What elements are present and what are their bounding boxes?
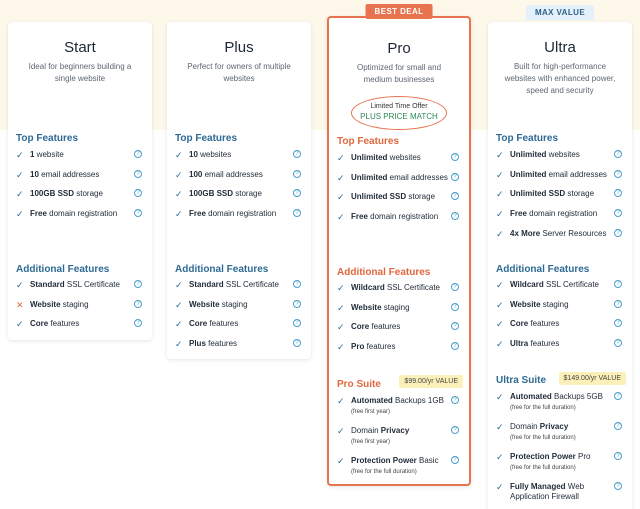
- suite-subtext: (free for the full duration): [510, 405, 576, 411]
- suite-text: Basic: [416, 456, 439, 465]
- feature-item: [175, 319, 303, 339]
- help-circle-icon[interactable]: ?: [451, 192, 459, 200]
- feature-bold-text: Standard: [189, 280, 224, 289]
- suite-item: [496, 392, 624, 413]
- help-circle-icon[interactable]: ?: [451, 342, 459, 350]
- feature-item: [496, 170, 624, 190]
- feature-bold-text: Unlimited SSD: [510, 189, 566, 199]
- check-icon: ✓: [337, 192, 345, 203]
- help-circle-icon[interactable]: ?: [614, 482, 622, 490]
- feature-text: features: [369, 322, 401, 332]
- check-icon: ✓: [337, 283, 345, 293]
- feature-item: [175, 150, 303, 170]
- check-icon: ✓: [16, 189, 24, 200]
- check-icon: ✓: [175, 339, 183, 350]
- cross-icon: ✕: [16, 299, 24, 310]
- suite-subtext: (free for the full duration): [351, 469, 417, 475]
- suite-text: Web Application Firewall: [510, 482, 585, 501]
- feature-bold-text: Unlimited: [351, 153, 388, 162]
- feature-bold-text: Website: [351, 302, 382, 312]
- feature-item: [337, 342, 461, 362]
- additional-features-title: Additional Features: [337, 267, 431, 278]
- suite-item: [337, 396, 461, 417]
- feature-text: websites: [387, 153, 421, 162]
- check-icon: ✓: [16, 280, 24, 290]
- check-icon: ✓: [337, 172, 345, 183]
- feature-bold-text: Standard: [30, 280, 65, 289]
- feature-item: [496, 339, 624, 359]
- feature-bold-text: Plus: [189, 339, 206, 349]
- feature-text: email addresses: [38, 169, 100, 179]
- feature-bold-text: Free: [189, 209, 206, 219]
- suite-value-badge: $149.00/yr VALUE: [559, 372, 626, 385]
- help-circle-icon[interactable]: ?: [293, 209, 301, 217]
- feature-text: domain registration: [526, 209, 598, 219]
- max-value-ribbon: MAX VALUE: [526, 5, 594, 20]
- help-circle-icon[interactable]: ?: [451, 153, 459, 161]
- feature-text: features: [205, 339, 238, 349]
- check-icon: ✓: [496, 452, 504, 462]
- feature-text: storage: [74, 189, 103, 199]
- feature-text: domain registration: [367, 212, 439, 222]
- help-circle-icon[interactable]: ?: [134, 170, 142, 178]
- feature-text: SSL Certificate: [223, 280, 279, 289]
- feature-bold-text: Unlimited: [351, 172, 388, 182]
- feature-item: [16, 319, 144, 339]
- offer-line-2: PLUS PRICE MATCH: [360, 112, 438, 121]
- feature-item: [496, 280, 624, 300]
- feature-bold-text: Core: [351, 322, 370, 332]
- feature-text: SSL Certificate: [384, 283, 440, 292]
- plan-description: Ideal for beginners building a single website: [28, 62, 132, 83]
- help-circle-icon[interactable]: ?: [293, 339, 301, 347]
- check-icon: ✓: [496, 422, 504, 432]
- check-icon: ✓: [496, 189, 504, 200]
- feature-item: [337, 283, 461, 303]
- feature-text: staging: [540, 299, 569, 309]
- check-icon: ✓: [175, 209, 183, 220]
- check-icon: ✓: [496, 169, 504, 180]
- feature-text: storage: [565, 189, 595, 199]
- suite-bold-text: Privacy: [380, 426, 410, 435]
- check-icon: ✓: [337, 342, 345, 353]
- check-icon: ✓: [16, 209, 24, 220]
- suite-bold-text: Automated: [510, 392, 552, 401]
- feature-text: features: [364, 342, 396, 352]
- check-icon: ✓: [175, 189, 183, 200]
- plan-card-pro: [327, 7, 471, 486]
- feature-item: [337, 153, 461, 173]
- feature-text: SSL Certificate: [64, 280, 120, 289]
- help-circle-icon[interactable]: ?: [134, 300, 142, 308]
- feature-bold-text: Core: [189, 319, 208, 329]
- help-circle-icon[interactable]: ?: [293, 319, 301, 327]
- top-features-title: Top Features: [496, 133, 559, 144]
- suite-text: Backups 1GB: [392, 396, 444, 405]
- plan-card-ultra: [488, 8, 632, 509]
- feature-text: email addresses: [387, 172, 448, 182]
- help-circle-icon[interactable]: ?: [614, 280, 622, 288]
- help-circle-icon[interactable]: ?: [293, 150, 301, 158]
- feature-item: [496, 150, 624, 170]
- feature-bold-text: Free: [351, 212, 368, 222]
- suite-text: Pro: [575, 452, 591, 461]
- help-circle-icon[interactable]: ?: [451, 396, 459, 404]
- suite-bold-text: Protection Power: [351, 456, 417, 465]
- plan-name: Ultra: [544, 39, 576, 56]
- suite-value-badge: $99.00/yr VALUE: [399, 375, 463, 388]
- check-icon: ✓: [337, 456, 345, 466]
- suite-text: Domain: [351, 426, 381, 435]
- feature-bold-text: Pro: [351, 342, 365, 352]
- check-icon: ✓: [337, 212, 345, 223]
- feature-item: [337, 192, 461, 212]
- check-icon: ✓: [16, 319, 24, 330]
- feature-text: staging: [60, 299, 89, 309]
- feature-bold-text: Ultra: [510, 339, 529, 349]
- help-circle-icon[interactable]: ?: [614, 229, 622, 237]
- help-circle-icon[interactable]: ?: [451, 212, 459, 220]
- feature-item: [16, 170, 144, 190]
- suite-item: [496, 452, 624, 473]
- suite-bold-text: Privacy: [539, 422, 569, 431]
- feature-bold-text: Free: [510, 209, 527, 219]
- feature-text: email addresses: [202, 169, 263, 179]
- feature-item: [496, 300, 624, 320]
- limited-offer-badge[interactable]: [351, 96, 447, 130]
- suite-bold-text: Fully Managed: [510, 482, 566, 491]
- check-icon: ✓: [337, 322, 345, 333]
- feature-text: Server Resources: [540, 228, 607, 238]
- feature-bold-text: 4x More: [510, 228, 541, 238]
- help-circle-icon[interactable]: ?: [134, 319, 142, 327]
- additional-features-title: Additional Features: [16, 264, 110, 275]
- help-circle-icon[interactable]: ?: [451, 322, 459, 330]
- feature-text: domain registration: [46, 209, 118, 219]
- check-icon: ✓: [496, 228, 504, 239]
- feature-bold-text: Unlimited SSD: [351, 192, 407, 202]
- additional-features-title: Additional Features: [175, 264, 269, 275]
- feature-item: [496, 229, 624, 249]
- feature-text: features: [48, 319, 80, 329]
- help-circle-icon[interactable]: ?: [293, 300, 301, 308]
- check-icon: ✓: [337, 426, 345, 436]
- feature-item: [175, 300, 303, 320]
- feature-bold-text: 100GB SSD: [30, 189, 75, 199]
- help-circle-icon[interactable]: ?: [614, 452, 622, 460]
- suite-item: [337, 456, 461, 477]
- help-circle-icon[interactable]: ?: [451, 283, 459, 291]
- feature-bold-text: 100GB SSD: [189, 189, 234, 199]
- feature-bold-text: Free: [30, 209, 47, 219]
- help-circle-icon[interactable]: ?: [293, 280, 301, 288]
- feature-bold-text: Website: [189, 299, 220, 309]
- feature-text: features: [528, 339, 560, 349]
- feature-item: [175, 339, 303, 359]
- feature-item: [337, 173, 461, 193]
- help-circle-icon[interactable]: ?: [451, 303, 459, 311]
- feature-item: [16, 189, 144, 209]
- feature-bold-text: Core: [510, 319, 529, 329]
- check-icon: ✓: [496, 299, 504, 310]
- help-circle-icon[interactable]: ?: [134, 209, 142, 217]
- check-icon: ✓: [16, 169, 24, 180]
- plan-card-start: [8, 22, 152, 340]
- help-circle-icon[interactable]: ?: [614, 392, 622, 400]
- check-icon: ✓: [175, 150, 183, 160]
- help-circle-icon[interactable]: ?: [293, 170, 301, 178]
- feature-bold-text: Website: [30, 299, 61, 309]
- feature-bold-text: Wildcard: [351, 283, 385, 292]
- help-circle-icon[interactable]: ?: [614, 300, 622, 308]
- check-icon: ✓: [496, 209, 504, 220]
- plan-name: Plus: [224, 39, 254, 56]
- check-icon: ✓: [496, 482, 504, 492]
- check-icon: ✓: [175, 280, 183, 290]
- suite-bold-text: Protection Power: [510, 452, 576, 461]
- check-icon: ✓: [16, 150, 24, 160]
- feature-text: staging: [219, 299, 248, 309]
- suite-title: Pro Suite: [337, 379, 381, 390]
- help-circle-icon[interactable]: ?: [614, 189, 622, 197]
- feature-bold-text: 1: [30, 150, 35, 159]
- help-circle-icon[interactable]: ?: [614, 339, 622, 347]
- top-features-title: Top Features: [337, 136, 400, 147]
- plan-name: Start: [64, 39, 96, 56]
- feature-bold-text: 100: [189, 169, 203, 179]
- feature-item: [337, 212, 461, 232]
- feature-item: [337, 322, 461, 342]
- feature-text: websites: [546, 150, 580, 159]
- suite-title: Ultra Suite: [496, 375, 547, 386]
- suite-subtext: (free first year): [351, 409, 391, 415]
- feature-text: features: [528, 319, 560, 329]
- feature-text: staging: [381, 302, 410, 312]
- help-circle-icon[interactable]: ?: [134, 189, 142, 197]
- feature-bold-text: Core: [30, 319, 49, 329]
- plan-description: Optimized for small and medium businesses: [356, 63, 442, 84]
- feature-item: [496, 209, 624, 229]
- help-circle-icon[interactable]: ?: [614, 422, 622, 430]
- plan-card-plus: [167, 22, 311, 359]
- plan-name: Pro: [387, 40, 411, 57]
- offer-line-1: Limited Time Offer: [370, 103, 428, 110]
- help-circle-icon[interactable]: ?: [451, 426, 459, 434]
- suite-text: Backups 5GB: [551, 392, 603, 401]
- feature-item: [175, 170, 303, 190]
- check-icon: ✓: [175, 299, 183, 310]
- feature-item: [16, 300, 144, 320]
- suite-item: [496, 422, 624, 443]
- feature-bold-text: Unlimited: [510, 150, 547, 159]
- help-circle-icon[interactable]: ?: [293, 189, 301, 197]
- feature-bold-text: Wildcard: [510, 280, 544, 289]
- help-circle-icon[interactable]: ?: [614, 150, 622, 158]
- feature-text: domain registration: [205, 209, 277, 219]
- additional-features-title: Additional Features: [496, 264, 590, 275]
- feature-text: websites: [197, 150, 232, 159]
- feature-text: features: [207, 319, 239, 329]
- feature-text: website: [34, 150, 64, 159]
- check-icon: ✓: [337, 153, 345, 163]
- suite-item: [337, 426, 461, 447]
- check-icon: ✓: [496, 150, 504, 160]
- suite-bold-text: Automated: [351, 396, 393, 405]
- plan-description: Built for high-performance websites with enhanced power, speed and security: [504, 62, 616, 95]
- check-icon: ✓: [175, 319, 183, 330]
- check-icon: ✓: [175, 169, 183, 180]
- feature-bold-text: Unlimited: [510, 169, 547, 179]
- check-icon: ✓: [337, 302, 345, 313]
- suite-subtext: (free for the full duration): [510, 465, 576, 471]
- check-icon: ✓: [496, 280, 504, 290]
- top-features-title: Top Features: [175, 133, 238, 144]
- suite-item: [496, 482, 624, 502]
- help-circle-icon[interactable]: ?: [134, 150, 142, 158]
- suite-text: Domain: [510, 422, 540, 431]
- check-icon: ✓: [496, 319, 504, 330]
- feature-bold-text: 10: [189, 150, 198, 159]
- feature-text: email addresses: [546, 169, 607, 179]
- top-features-title: Top Features: [16, 133, 79, 144]
- feature-item: [16, 280, 144, 300]
- check-icon: ✓: [496, 392, 504, 402]
- best-deal-ribbon: BEST DEAL: [366, 4, 433, 19]
- feature-text: storage: [233, 189, 262, 199]
- help-circle-icon[interactable]: ?: [614, 170, 622, 178]
- suite-subtext: (free for the full duration): [510, 435, 576, 441]
- plan-description: Perfect for owners of multiple websites: [187, 62, 291, 83]
- feature-text: SSL Certificate: [543, 280, 599, 289]
- feature-item: [337, 303, 461, 323]
- check-icon: ✓: [496, 339, 504, 350]
- check-icon: ✓: [337, 396, 345, 406]
- feature-item: [175, 209, 303, 229]
- feature-item: [496, 189, 624, 209]
- feature-bold-text: Website: [510, 299, 541, 309]
- feature-item: [16, 209, 144, 229]
- help-circle-icon[interactable]: ?: [614, 319, 622, 327]
- feature-text: storage: [406, 192, 436, 202]
- suite-subtext: (free first year): [351, 439, 391, 445]
- feature-bold-text: 10: [30, 169, 39, 179]
- help-circle-icon[interactable]: ?: [451, 456, 459, 464]
- feature-item: [16, 150, 144, 170]
- feature-item: [496, 319, 624, 339]
- feature-item: [175, 189, 303, 209]
- help-circle-icon[interactable]: ?: [451, 173, 459, 181]
- help-circle-icon[interactable]: ?: [134, 280, 142, 288]
- feature-item: [175, 280, 303, 300]
- help-circle-icon[interactable]: ?: [614, 209, 622, 217]
